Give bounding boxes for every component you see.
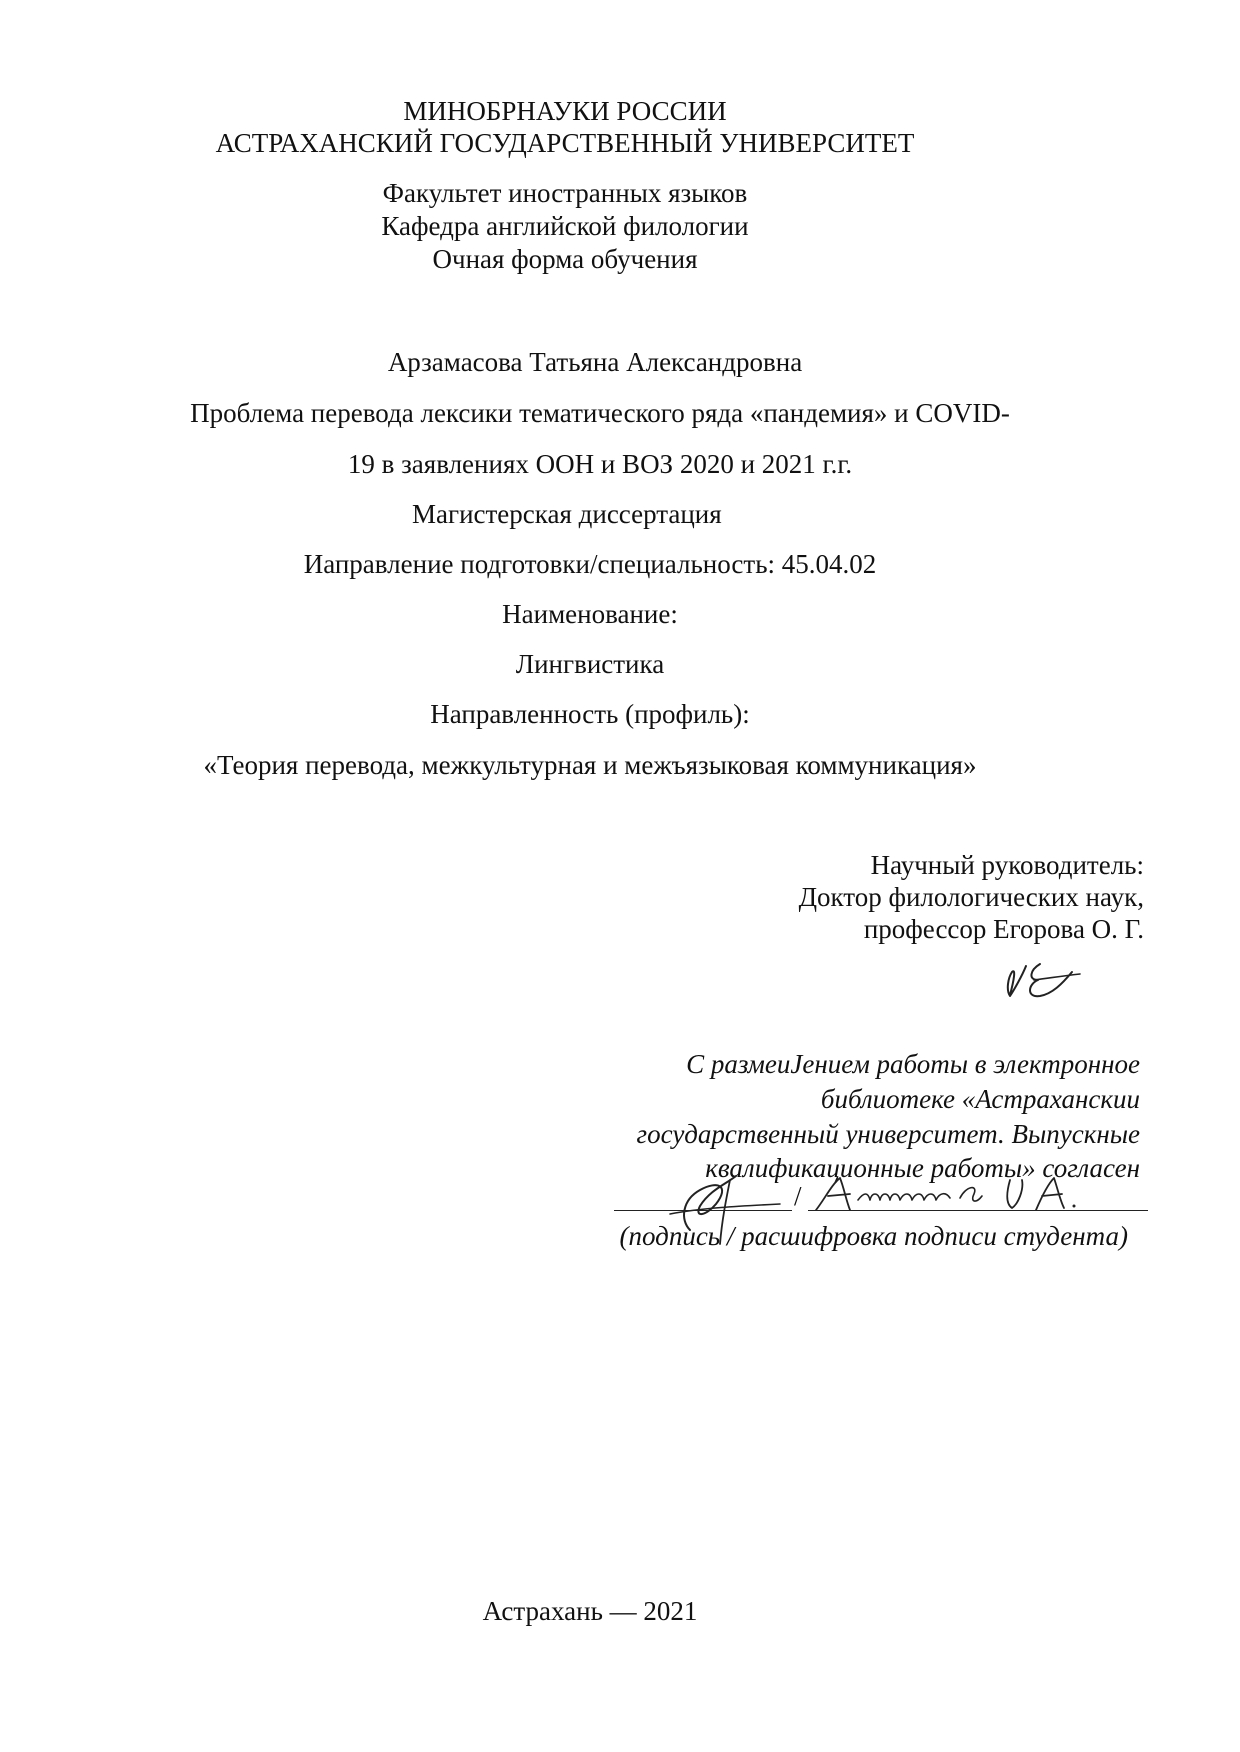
thesis-title-line-2: 19 в заявлениях ООН и ВОЗ 2020 и 2021 г.г. <box>347 449 853 479</box>
thesis-type: Магистерская диссертация <box>412 499 722 529</box>
student-name-handwriting <box>810 1170 1110 1220</box>
ministry-heading: МИНОБРНАУКИ РОССИИ <box>403 96 727 126</box>
supervisor-degree: Доктор филологических наук, <box>798 882 1144 912</box>
consent-line-4: квалификационные работы» согласен <box>705 1153 1140 1183</box>
department-name: Кафедра английской филологии <box>381 211 749 241</box>
consent-line-1: С размеиJением работы в электронное <box>686 1049 1140 1079</box>
faculty-name: Факультет иностранных языков <box>382 178 748 208</box>
profile-label: Направленность (профиль): <box>430 699 750 729</box>
signature-caption: (подпись / расшифровка подписи студента) <box>619 1221 1128 1251</box>
supervisor-label: Научный руководитель: <box>870 850 1144 880</box>
thesis-title-line-1: Проблема перевода лексики тематического ряда «пандемия» и COVID- <box>190 398 1010 428</box>
consent-line-2: библиотеке «Астраханскии <box>820 1084 1140 1114</box>
name-value: Лингвистика <box>515 649 665 679</box>
study-form: Очная форма обучения <box>432 244 698 274</box>
supervisor-name: профессор Егорова О. Г. <box>863 914 1144 944</box>
university-heading: АСТРАХАНСКИЙ ГОСУДАРСТВЕННЫЙ УНИВЕРСИТЕТ <box>215 128 915 158</box>
profile-value: «Теория перевода, межкультурная и межъязыковая коммуникация» <box>203 750 977 780</box>
supervisor-signature <box>1000 950 1100 1010</box>
direction-line: Иаправление подготовки/специальность: 45.04.02 <box>303 549 877 579</box>
signature-slash: / <box>794 1181 802 1211</box>
consent-line-3: государственный университет. Выпускные <box>636 1119 1140 1149</box>
name-label: Наименование: <box>502 599 678 629</box>
author-name: Арзамасова Татьяна Александровна <box>387 347 803 377</box>
city-year: Астрахань — 2021 <box>482 1596 698 1626</box>
